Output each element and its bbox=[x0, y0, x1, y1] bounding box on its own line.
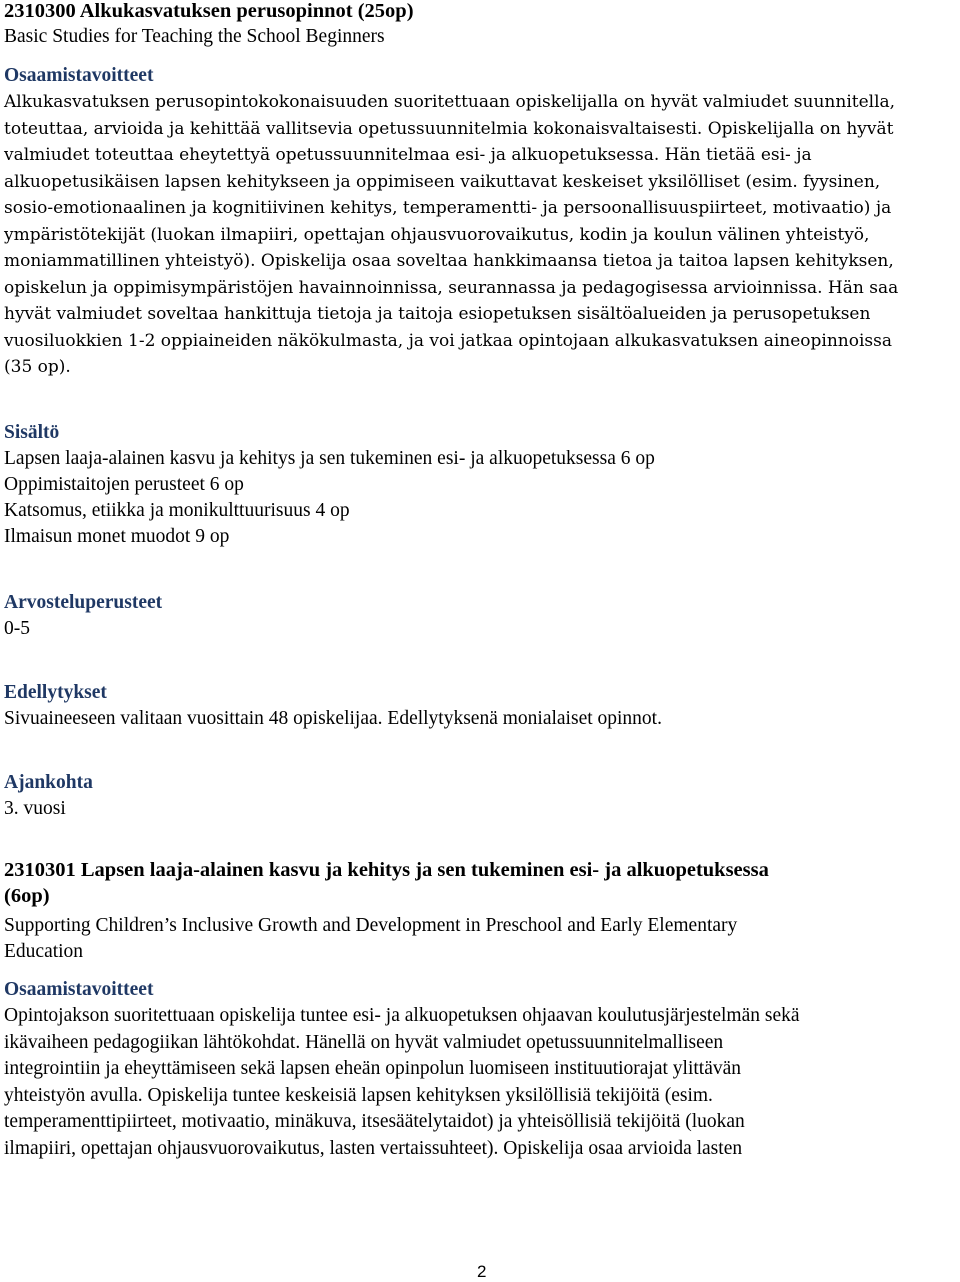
course-english-title-2-line: Supporting Children’s Inclusive Growth and Development in Preschool and Early Elementary bbox=[4, 915, 738, 936]
course-title-2-line: (6op) bbox=[4, 885, 50, 907]
objectives-heading-2: Osaamistavoitteet bbox=[4, 979, 154, 1000]
paragraph-line: temperamenttipiirteet, motivaatio, minäkuva, itsesäätelytaidot) ja yhteisöllisiä tekijöitä (luokan bbox=[4, 1111, 745, 1132]
paragraph-line: ikävaiheen pedagogiikan lähtökohdat. Hänellä on hyvät valmiudet opetussuunnitelmalliseen bbox=[4, 1031, 724, 1053]
paragraph-line: hyvät valmiudet soveltaa hankittuja tietoja ja taitoja esiopetuksen sisältöalueiden ja perusopetuksen bbox=[4, 304, 871, 324]
paragraph-line: alkuopetusikäisen lapsen kehitykseen ja oppimiseen vaikuttavat keskeiset yksilölliset (esim. fyysinen, bbox=[4, 171, 881, 192]
page-number: 2 bbox=[477, 1262, 487, 1281]
course-title-2-line: 2310301 Lapsen laaja-alainen kasvu ja kehitys ja sen tukeminen esi- ja alkuopetuksessa bbox=[4, 859, 769, 881]
paragraph-line: (35 op). bbox=[4, 357, 71, 377]
course-english-title: Basic Studies for Teaching the School Beginners bbox=[4, 26, 385, 47]
course-title-2 bbox=[4, 857, 956, 909]
content-heading: Sisältö bbox=[4, 422, 60, 443]
content-item: Katsomus, etiikka ja monikulttuurisuus 4 op bbox=[4, 500, 350, 521]
content-list bbox=[4, 446, 655, 550]
paragraph-line: ilmapiiri, opettajan ohjausvuorovaikutus, lasten vertaissuhteet). Opiskelija osaa arvioida lasten bbox=[4, 1137, 743, 1159]
paragraph-line: vuosiluokkien 1-2 oppiaineiden näkökulmasta, ja voi jatkaa opintojaan alkukasvatuksen aineopinnoissa bbox=[4, 330, 893, 351]
paragraph-line: yhteistyön avulla. Opiskelija tuntee keskeisiä lapsen kehityksen yksilöllisiä tekijöitä (esim. bbox=[4, 1084, 713, 1106]
grading-value: 0-5 bbox=[4, 618, 30, 639]
content-item: Ilmaisun monet muodot 9 op bbox=[4, 526, 230, 547]
paragraph-line: sosio-emotionaalinen ja kognitiivinen kehitys, temperamentti- ja persoonallisuuspiirteet, motivaatio) ja bbox=[4, 198, 892, 218]
paragraph-line: Opintojakson suoritettuaan opiskelija tuntee esi- ja alkuopetuksen ohjaavan koulutusjärjestelmän sekä bbox=[4, 1005, 800, 1026]
course-title: 2310300 Alkukasvatuksen perusopinnot (25op) bbox=[4, 0, 414, 22]
objectives-paragraph bbox=[4, 89, 960, 381]
objectives-paragraph-2 bbox=[4, 1003, 960, 1162]
course-english-title-2 bbox=[4, 913, 737, 965]
timing-heading: Ajankohta bbox=[4, 772, 93, 793]
course-english-title-2-line: Education bbox=[4, 941, 84, 962]
paragraph-line: toteuttaa, arvioida ja kehittää vallitsevia opetussuunnitelmia kokonaisvaltaisesti. Opiskelijalla on hyvät bbox=[4, 118, 894, 139]
paragraph-line: Alkukasvatuksen perusopintokokonaisuuden suoritettuaan opiskelijalla on hyvät valmiudet suunnitella, bbox=[4, 92, 896, 112]
timing-value: 3. vuosi bbox=[4, 798, 66, 819]
prerequisites-heading: Edellytykset bbox=[4, 682, 107, 703]
prerequisites-text: Sivuaineeseen valitaan vuosittain 48 opiskelijaa. Edellytyksenä monialaiset opinnot. bbox=[4, 708, 662, 729]
paragraph-line: integrointiin ja eheyttämiseen sekä lapsen eheän opinpolun luomiseen instituutiorajat ylittävän bbox=[4, 1058, 742, 1079]
paragraph-line: opiskelun ja oppimisympäristöjen havainnoinnissa, seurannassa ja pedagogisessa arvioinnissa. Hän saa bbox=[4, 277, 899, 298]
objectives-heading: Osaamistavoitteet bbox=[4, 65, 154, 86]
content-item: Oppimistaitojen perusteet 6 op bbox=[4, 474, 244, 495]
paragraph-line: moniammatillinen yhteistyö). Opiskelija osaa soveltaa hankkimaansa tietoa ja taitoa lapsen kehityksen, bbox=[4, 251, 894, 271]
content-item: Lapsen laaja-alainen kasvu ja kehitys ja sen tukeminen esi- ja alkuopetuksessa 6 op bbox=[4, 448, 655, 469]
paragraph-line: valmiudet toteuttaa eheytettyä opetussuunnitelmaa esi- ja alkuopetuksessa. Hän tietää esi- ja bbox=[4, 145, 812, 165]
paragraph-line: ympäristötekijät (luokan ilmapiiri, opettajan ohjausvuorovaikutus, kodin ja koulun välinen yhteistyö, bbox=[4, 224, 870, 245]
grading-heading: Arvosteluperusteet bbox=[4, 592, 163, 613]
